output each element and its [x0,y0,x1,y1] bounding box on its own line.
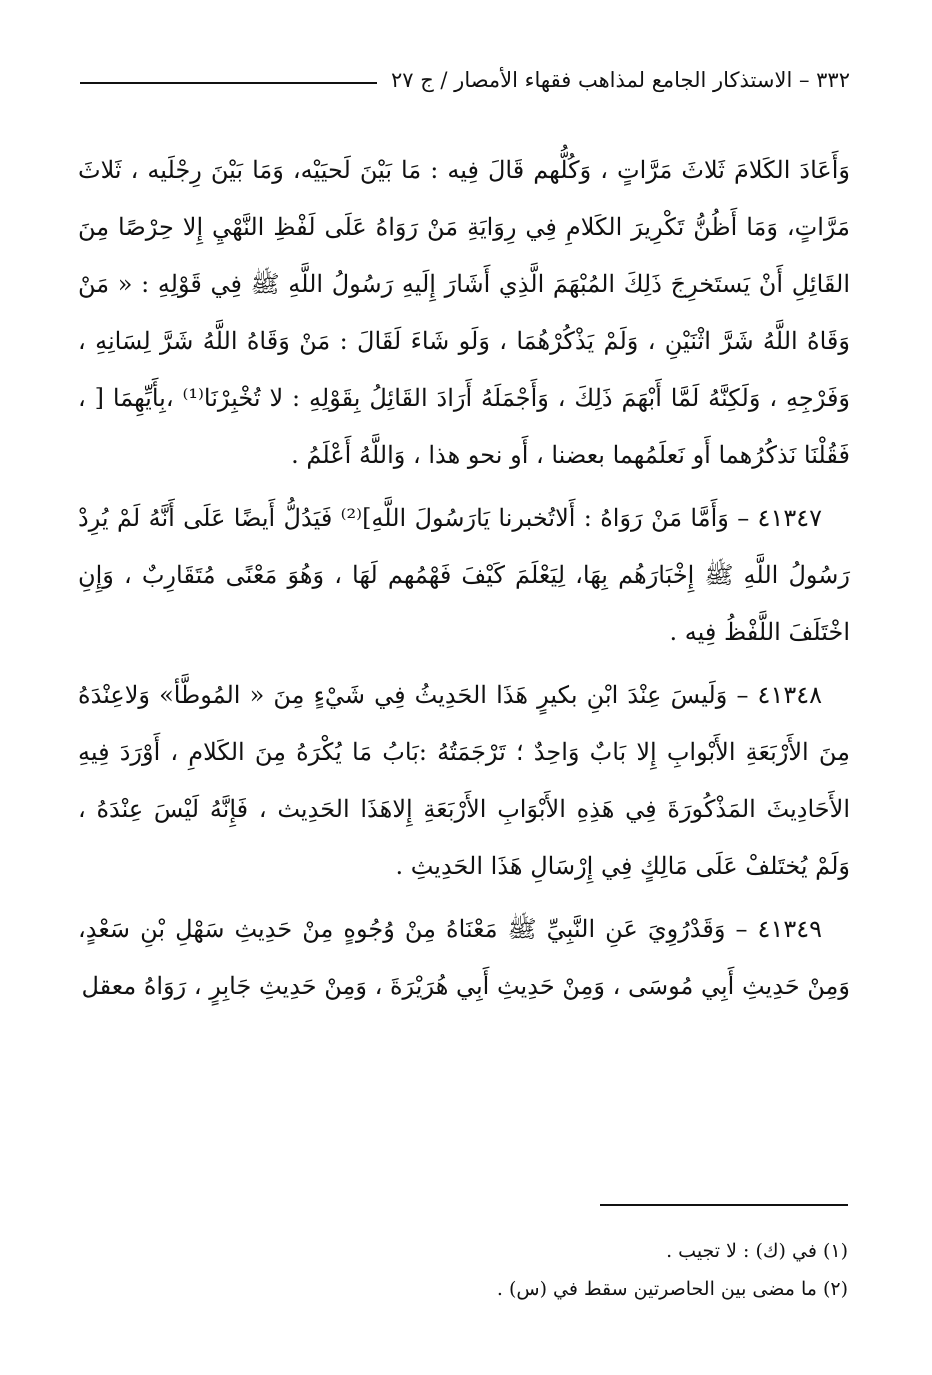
footnote-1: (١) في (ك) : لا تجيب . [666,1240,848,1262]
footnote-2: (٢) ما مضى بين الحاصرتين سقط في (س) . [496,1278,848,1300]
running-header [80,62,850,98]
main-text [78,142,850,1021]
header-rule [80,82,377,84]
paragraph-41347: ٤١٣٤٧ – وَأَمَّا مَنْ رَوَاهُ : أَلاتُخبرنا يَارَسُولَ اللَّهِ]⁽²⁾ فَيَدُلُّ أَيضًا عَلَى أَنَّهُ لَمْ يُرِدْ رَسُولُ اللَّهِ ﷺ إِخْبَارَهُم بِهَا، لِيَعْلَمَ كَيْفَ فَهْمُهم لَهَا ، وَهُوَ مَعْنًى مُتَقَارِبٌ ، وَإِنِ اخْتَلَفَ اللَّفْظُ فِيه . [78,504,850,646]
footnote-separator [600,1204,848,1206]
footnotes [300,1232,848,1308]
header-title: ٣٣٢ – الاستذكار الجامع لمذاهب فقهاء الأمصار / ج ٢٧ [390,68,850,92]
paragraph-41349: ٤١٣٤٩ – وَقَدْرُوِيَ عَنِ النَّبِيِّ ﷺ مَعْنَاهُ مِنْ وُجُوهٍ مِنْ حَدِيثِ سَهْلِ بْنِ سَعْدٍ، وَمِنْ حَدِيثِ أَبِي مُوسَى ، وَمِنْ حَدِيثِ أَبِي هُرَيْرَةَ ، وَمِنْ حَدِيثِ جَابِرٍ ، رَوَاهُ معقل [78,915,850,1000]
paragraph-41348: ٤١٣٤٨ – وَلَيسَ عِنْدَ ابْنِ بكيرٍ هَذَا الحَدِيثُ فِي شَيْءٍ مِنَ « المُوطَّأ» وَلاعِنْدَهُ مِنَ الأَرْبَعَةِ الأَبْوابِ إِلا بَابٌ وَاحِدٌ ؛ تَرْجَمَتُهُ :بَابُ مَا يُكْرَهُ مِنَ الكَلامِ ، أَوْرَدَ فِيهِ الأَحَادِيثَ المَذْكُورَةَ فِي هَذِهِ الأَبْوَابِ الأَرْبَعَةِ إِلاهَذَا الحَدِيث ، فَإِنَّهُ لَيْسَ عِنْدَهُ ، وَلَمْ يُختَلفْ عَلَى مَالِكٍ فِي إِرْسَالِ هَذَا الحَدِيثِ . [78,681,850,880]
paragraph-continuation: وَأَعَادَ الكَلامَ ثَلاثَ مَرَّاتٍ ، وَكُلُّهم قَالَ فِيه : مَا بَيْنَ لَحيَيْه، وَمَا بَيْنَ رِجْلَيه ، ثَلاثَ مَرَّاتٍ، وَمَا أَظُنُّ تَكْرِيرَ الكَلامِ فِي رِوَايَةِ مَنْ رَوَاهُ عَلَى لَفْظِ النَّهْيِ إِلا حِرْصًا مِنَ القَائِلِ أَنْ يَستَخرِجَ ذَلِكَ المُبْهَمَ الَّذِي أَشَارَ إِلَيهِ رَسُولُ اللَّهِ ﷺ فِي قَوْلِهِ : « مَنْ وَقَاهُ اللَّهُ شَرَّ اثْنَيْنِ ، وَلَمْ يَذْكُرْهُمَا ، وَلَو شَاءَ لَقَالَ : مَنْ وَقَاهُ اللَّهُ شَرَّ لِسَانِهِ ، وَفَرْجِهِ ، وَلَكِنَّهُ لَمَّا أَبْهَمَ ذَلِكَ ، وَأَجْمَلَهُ أَرَادَ القَائِلُ بِقَوْلِهِ : لا تُخْبِرْنَا⁽¹⁾ ،بِأَيِّهِمَا [ ، فَقُلْنَا نَذكُرُهما أَو نَعلَمُهما بعضنا ، أَو نحو هذا ، وَاللَّهُ أَعْلَمُ . [78,156,851,469]
